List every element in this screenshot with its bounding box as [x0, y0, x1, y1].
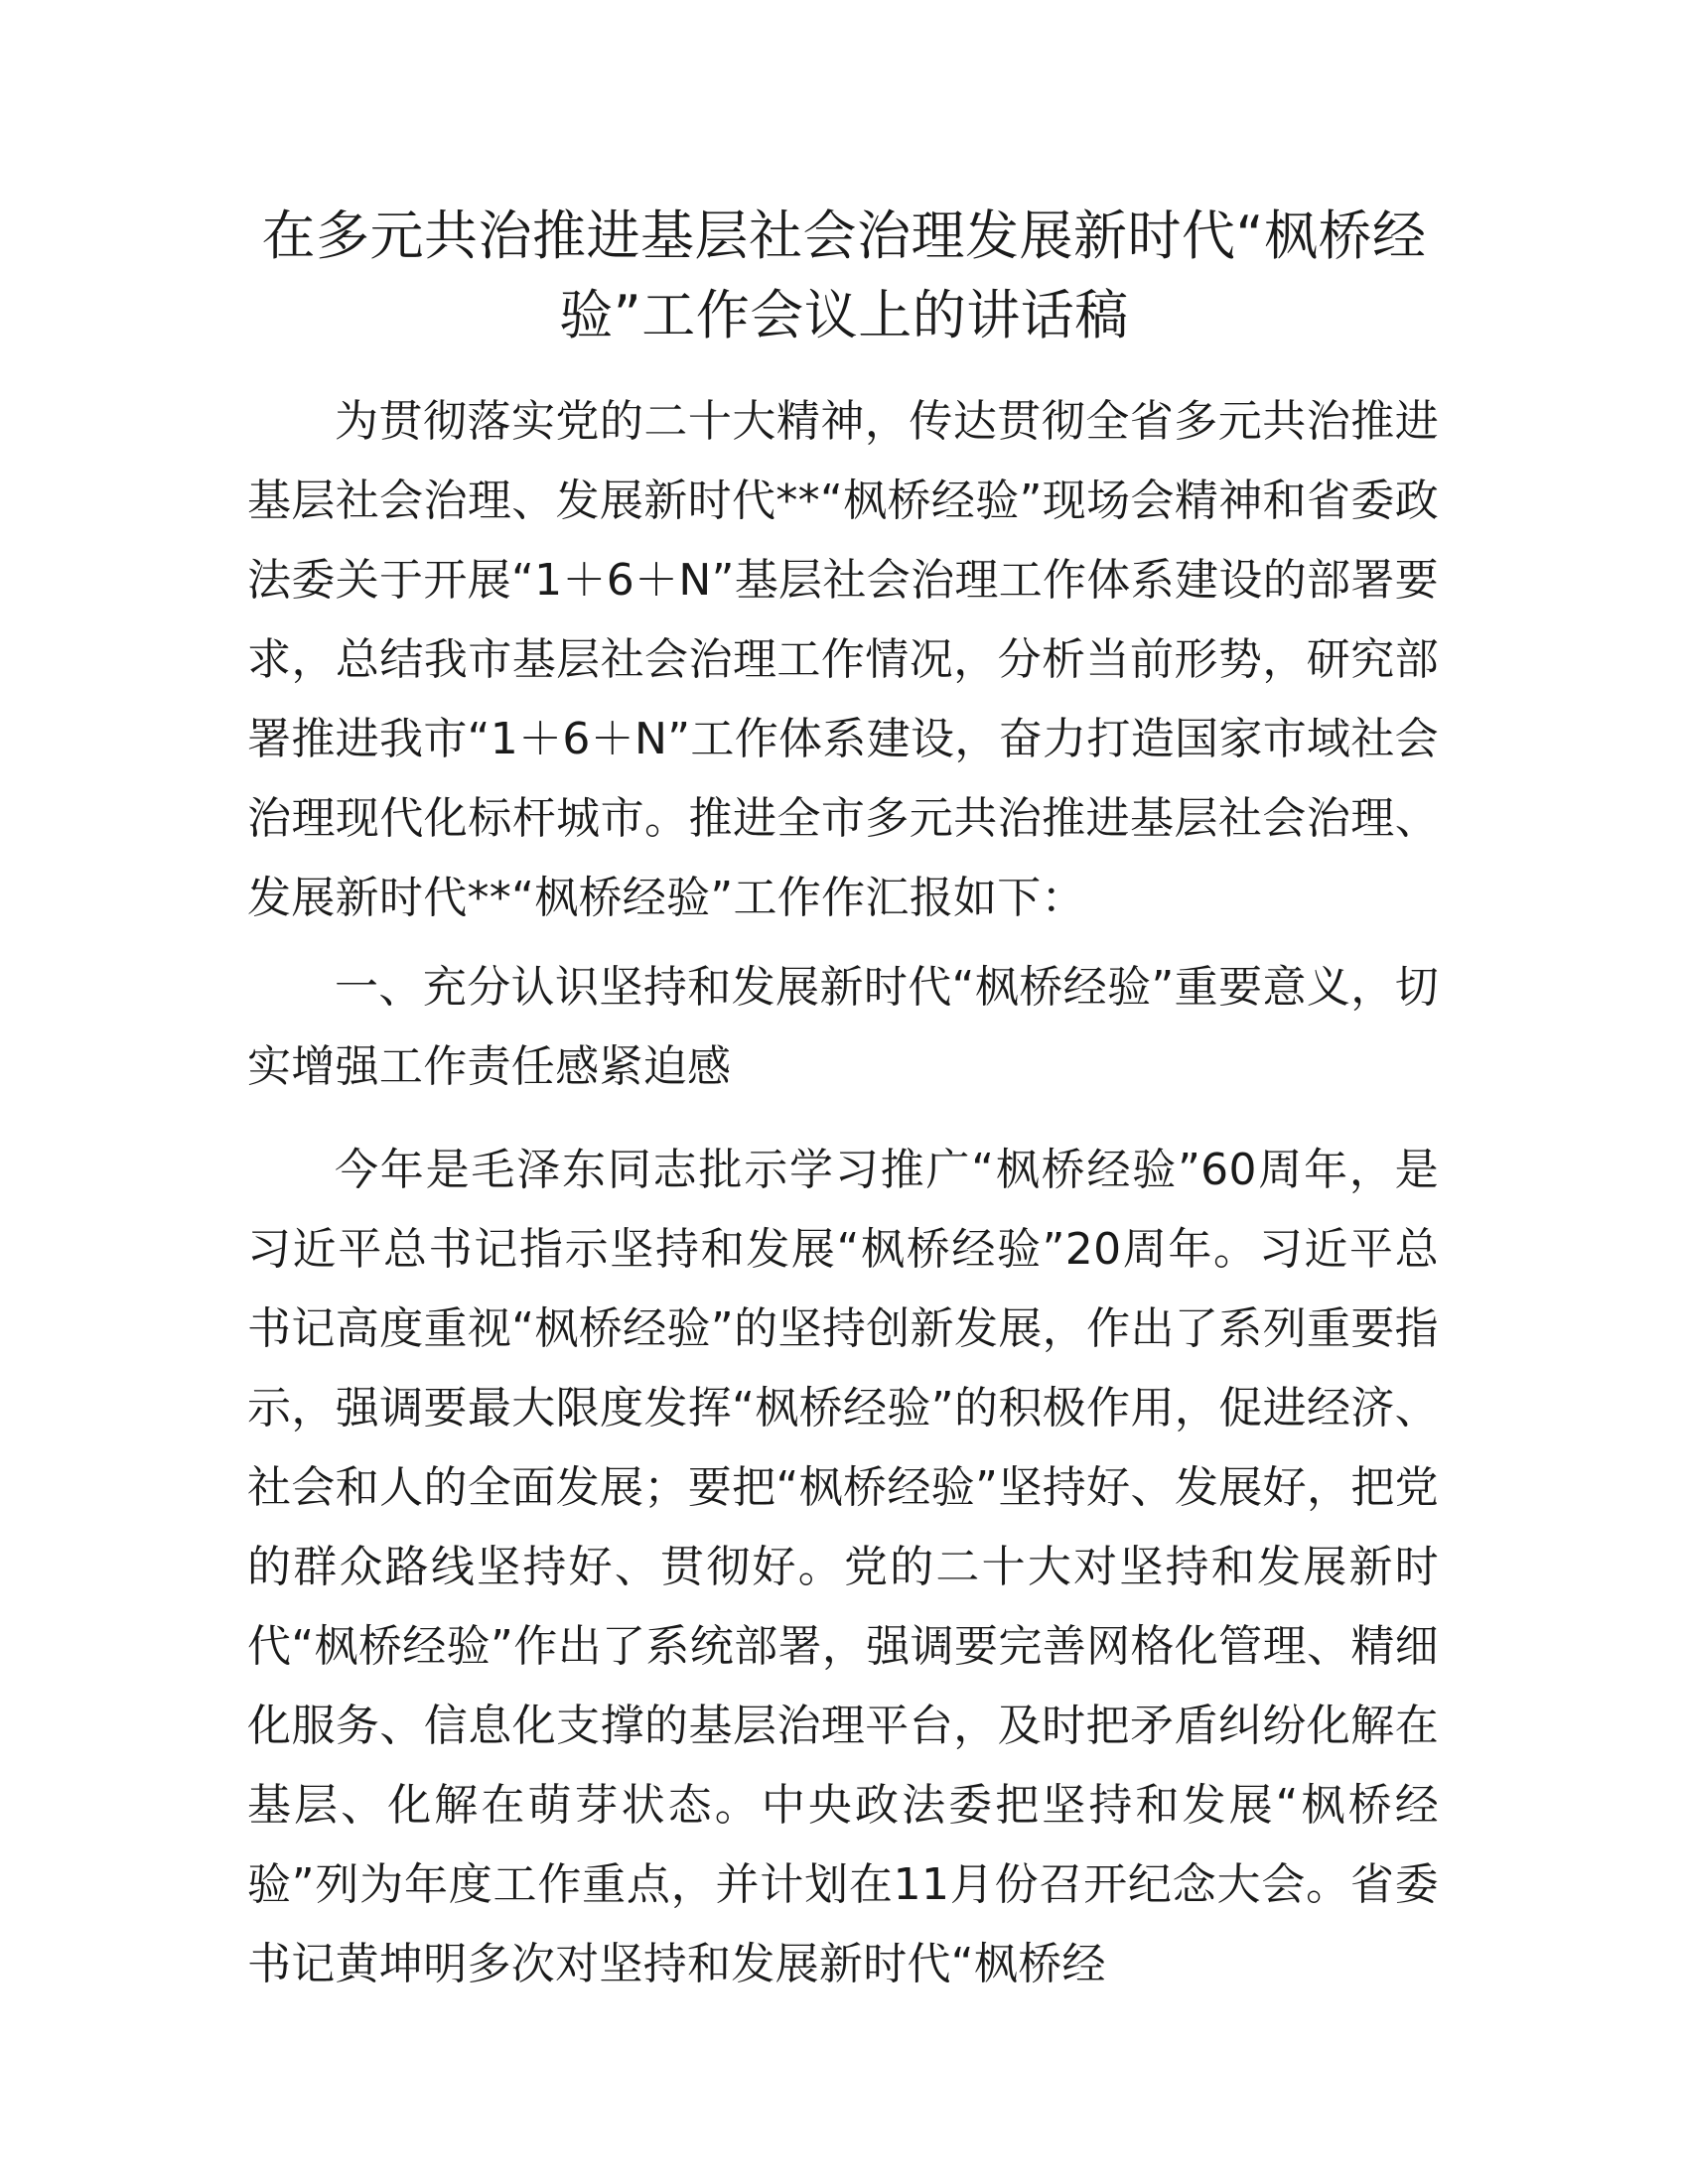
section-heading-1: 一、充分认识坚持和发展新时代“枫桥经验”重要意义，切实增强工作责任感紧迫感: [247, 962, 1439, 1092]
body-paragraph: 今年是毛泽东同志批示学习推广“枫桥经验”60周年，是习近平总书记指示坚持和发展“枫桥经验”20周年。习近平总书记高度重视“枫桥经验”的坚持创新发展，作出了系列重要指示，强调要最大限度发挥“枫桥经验”的积极作用，促进经济、社会和人的全面发展；要把“枫桥经验”坚持好、发展好，把党的群众路线坚持好、贯彻好。党的二十大对坚持和发展新时代“枫桥经验”作出了系统部署，强调要完善网格化管理、精细化服务、信息化支撑的基层治理平台，及时把矛盾纠纷化解在基层、化解在萌芽状态。中央政法委把坚持和发展“枫桥经验”列为年度工作重点，并计划在11月份召开纪念大会。省委书记黄坤明多次对坚持和发展新时代“枫桥经: [247, 1145, 1439, 1989]
document-title: 在多元共治推进基层社会治理发展新时代“枫桥经验”工作会议上的讲话稿: [261, 205, 1427, 346]
intro-paragraph: 为贯彻落实党的二十大精神，传达贯彻全省多元共治推进基层社会治理、发展新时代**“枫桥经验”现场会精神和省委政法委关于开展“1＋6＋N”基层社会治理工作体系建设的部署要求，总结我市基层社会治理工作情况，分析当前形势，研究部署推进我市“1＋6＋N”工作体系建设，奋力打造国家市域社会治理现代化标杆城市。推进全市多元共治推进基层社会治理、发展新时代**“枫桥经验”工作作汇报如下：: [247, 396, 1439, 923]
document-body: [247, 382, 1439, 2014]
